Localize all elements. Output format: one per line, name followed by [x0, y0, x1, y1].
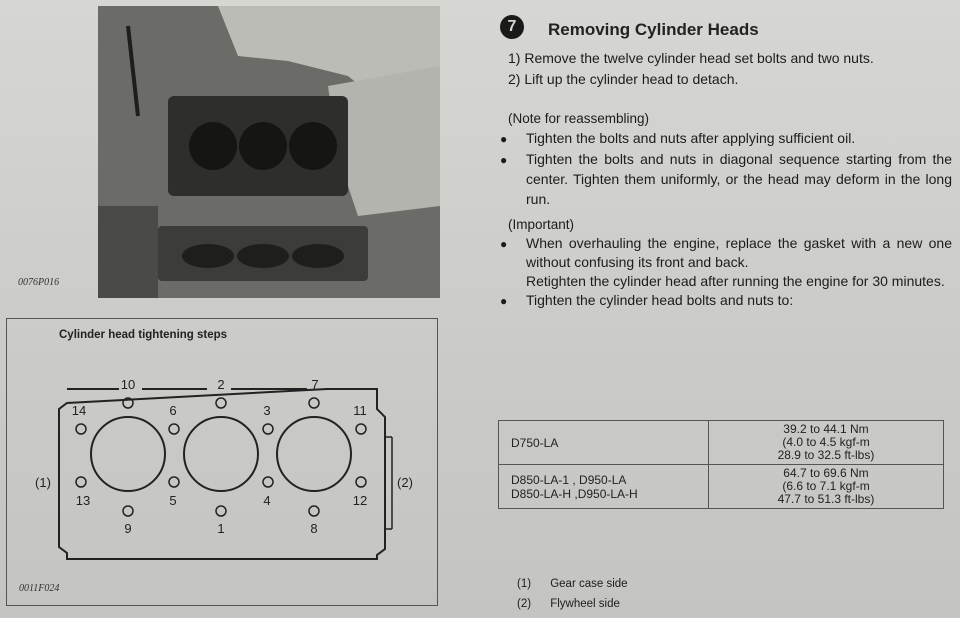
step-item: 1) Remove the twelve cylinder head set bolts and two nuts.: [508, 50, 874, 66]
bolt-label: 6: [169, 403, 177, 418]
section-number-badge: 7: [500, 15, 524, 39]
legend-item: [517, 594, 628, 614]
legend: [517, 574, 628, 614]
engine-photo-illustration: [98, 6, 440, 298]
bolt-label: 9: [124, 521, 132, 536]
legend-label: Flywheel side: [550, 598, 620, 610]
table-row: [499, 421, 944, 465]
bolt-label: 13: [75, 493, 91, 508]
torque-kgfm: 4.0 to 4.5 kgf-m: [786, 435, 870, 449]
table-row: [499, 465, 944, 509]
torque-ftlbs: 28.9 to 32.5 ft-lbs: [777, 448, 871, 462]
bolt-label: 1: [217, 521, 225, 536]
note-item: [500, 149, 952, 209]
bolt-label: 5: [169, 493, 177, 508]
legend-label: Gear case side: [550, 578, 628, 590]
important-item: [500, 234, 952, 272]
note-item: [500, 128, 952, 149]
note-item-text: Tighten the bolts and nuts in diagonal sequence starting from the center. Tighten them uniformly, or the head may deform in the long run.: [526, 151, 952, 207]
bolt-label: 12: [352, 493, 368, 508]
important-item-continuation: Retighten the cylinder head after running the engine for 30 minutes.: [526, 273, 945, 289]
torque-paren: (4.0 to 4.5 kgf-m: [782, 435, 870, 449]
important-list: [500, 234, 952, 311]
diagram-title: Cylinder head tightening steps: [59, 329, 228, 341]
bolt-label: 2: [217, 377, 225, 392]
torque-nm: 64.7 to 69.6 Nm: [783, 466, 869, 480]
side-label-right: (2): [397, 475, 413, 490]
important-heading: (Important): [508, 217, 575, 232]
torque-table: [498, 420, 944, 509]
bolt-label: 11: [353, 403, 367, 418]
torque-nm: 39.2 to 44.1 Nm: [783, 422, 869, 436]
section-title: Removing Cylinder Heads: [548, 20, 759, 39]
legend-item: [517, 574, 628, 594]
torque-value-cell: [709, 421, 944, 465]
important-item-text: Tighten the cylinder head bolts and nuts to:: [526, 292, 794, 308]
side-label-left: (1): [35, 475, 51, 490]
torque-paren: 47.7 to 51.3 ft-lbs): [777, 492, 875, 506]
engine-photo: [98, 6, 440, 298]
torque-paren: (6.6 to 7.1 kgf-m: [782, 479, 870, 493]
bolt-label: 3: [263, 403, 271, 418]
photo-caption: 0076P016: [18, 277, 60, 288]
legend-number: (1): [517, 578, 532, 590]
torque-kgfm: 6.6 to 7.1 kgf-m: [786, 479, 870, 493]
note-item-text: Tighten the bolts and nuts after applying sufficient oil.: [526, 130, 856, 146]
bullet-icon: ●: [500, 294, 508, 308]
diagram-caption: 0011F024: [19, 583, 60, 594]
model-cell: [499, 421, 709, 465]
legend-number: (2): [517, 598, 532, 610]
bullet-icon: ●: [500, 132, 508, 146]
note-heading: (Note for reassembling): [508, 111, 650, 126]
bolt-label: 7: [311, 377, 319, 392]
steps-list: [508, 48, 874, 90]
bolt-label: 14: [71, 403, 87, 418]
model-name: D850-LA-H ,D950-LA-H: [511, 486, 638, 501]
model-cell: [499, 465, 709, 509]
bolt-label: 4: [263, 493, 271, 508]
cylinder-head-diagram: [7, 319, 437, 605]
bolt-label: 8: [310, 521, 318, 536]
step-item: 2) Lift up the cylinder head to detach.: [508, 71, 739, 87]
bolt-label: 10: [120, 377, 136, 392]
bullet-icon: ●: [500, 237, 508, 251]
important-item-text: When overhauling the engine, replace the gasket with a new one without confusing its front and back.: [526, 235, 952, 270]
model-name: D850-LA-1 , D950-LA: [511, 472, 627, 487]
note-list: [500, 128, 952, 209]
tightening-diagram: [6, 318, 438, 606]
important-item: [500, 291, 952, 311]
torque-ftlbs: 47.7 to 51.3 ft-lbs: [777, 492, 871, 506]
model-name: D750-LA: [511, 435, 559, 450]
bullet-icon: ●: [500, 153, 508, 167]
torque-value-cell: [709, 465, 944, 509]
torque-paren: 28.9 to 32.5 ft-lbs): [777, 448, 875, 462]
